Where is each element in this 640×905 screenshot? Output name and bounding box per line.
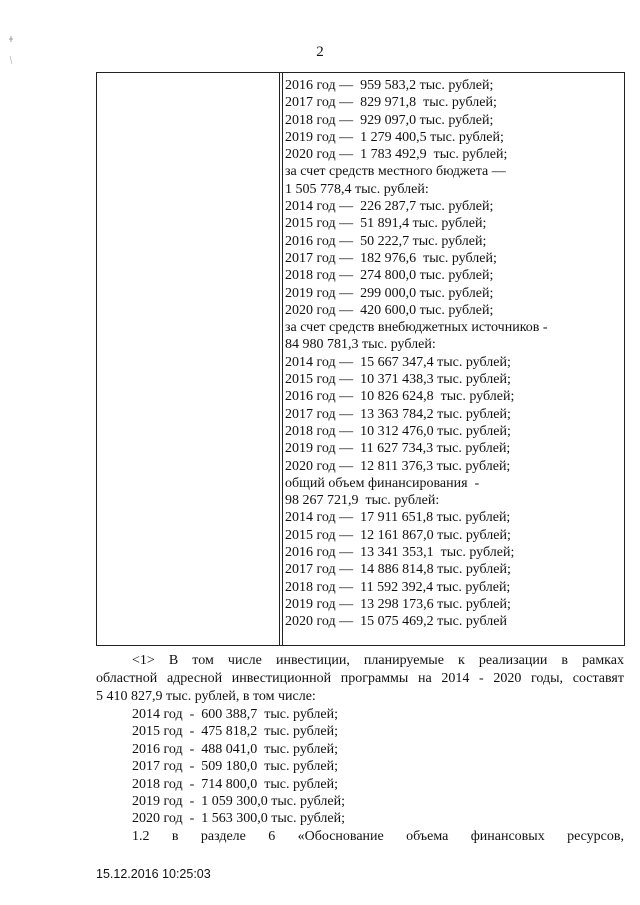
table-line: 2019 год — 13 298 173,6 тыс. рублей; xyxy=(285,596,511,612)
table-line: 2014 год — 15 667 347,4 тыс. рублей; xyxy=(285,354,511,370)
table-line: 2018 год — 11 592 392,4 тыс. рублей; xyxy=(285,579,511,595)
table-line: 2016 год — 13 341 353,1 тыс. рублей; xyxy=(285,545,515,561)
table-line: 2017 год — 13 363 784,2 тыс. рублей; xyxy=(285,406,511,422)
table-line: за счет средств местного бюджета — xyxy=(285,164,506,180)
year-line: 2018 год - 714 800,0 тыс. рублей; xyxy=(132,776,339,792)
table-line: 2017 год — 182 976,6 тыс. рублей; xyxy=(285,250,497,266)
table-line: 2017 год — 14 886 814,8 тыс. рублей; xyxy=(285,562,511,578)
table-line: за счет средств внебюджетных источников - xyxy=(285,320,548,336)
year-line: 2015 год - 475 818,2 тыс. рублей; xyxy=(132,724,339,740)
table-divider xyxy=(279,73,280,645)
table-line: 84 980 781,3 тыс. рублей: xyxy=(285,337,436,353)
table-line: 2020 год — 1 783 492,9 тыс. рублей; xyxy=(285,147,508,163)
table-line: 2015 год — 10 371 438,3 тыс. рублей; xyxy=(285,372,511,388)
table-line: 2016 год — 10 826 624,8 тыс. рублей; xyxy=(285,389,515,405)
financing-table xyxy=(96,72,625,646)
footnote-line: <1> В том числе инвестиции, планируемые к реализации в рамках xyxy=(132,653,624,668)
page-number: 2 xyxy=(316,44,324,60)
footnote-line: областной адресной инвестиционной программы на 2014 - 2020 годы, составят xyxy=(96,671,624,686)
table-line: 2018 год — 274 800,0 тыс. рублей; xyxy=(285,268,494,284)
table-line: 2019 год — 11 627 734,3 тыс. рублей; xyxy=(285,441,511,457)
table-line: 1 505 778,4 тыс. рублей: xyxy=(285,181,429,197)
table-line: 2019 год — 299 000,0 тыс. рублей; xyxy=(285,285,494,301)
table-line: 2017 год — 829 971,8 тыс. рублей; xyxy=(285,95,497,111)
year-line: 2019 год - 1 059 300,0 тыс. рублей; xyxy=(132,794,346,810)
year-line: 2020 год - 1 563 300,0 тыс. рублей; xyxy=(132,811,346,827)
table-line: 2018 год — 929 097,0 тыс. рублей; xyxy=(285,112,494,128)
footnote xyxy=(96,652,624,706)
table-line: 2014 год — 226 287,7 тыс. рублей; xyxy=(285,199,494,215)
investment-year-list xyxy=(132,706,345,828)
table-cell-content xyxy=(285,77,621,631)
table-line: 2014 год — 17 911 651,8 тыс. рублей; xyxy=(285,510,511,526)
item-1-2: 1.2 в разделе 6 «Обоснование объема финансовых ресурсов, xyxy=(132,829,624,844)
print-timestamp: 15.12.2016 10:25:03 xyxy=(96,867,211,881)
table-line: 2016 год — 50 222,7 тыс. рублей; xyxy=(285,233,487,249)
table-line: 2016 год — 959 583,2 тыс. рублей; xyxy=(285,78,494,93)
table-line: 2020 год — 15 075 469,2 тыс. рублей xyxy=(285,614,507,630)
year-line: 2016 год - 488 041,0 тыс. рублей; xyxy=(132,741,339,757)
table-line: 2018 год — 10 312 476,0 тыс. рублей; xyxy=(285,423,511,439)
year-line: 2014 год - 600 388,7 тыс. рублей; xyxy=(132,707,339,722)
year-line: 2017 год - 509 180,0 тыс. рублей; xyxy=(132,759,339,775)
table-line: 2020 год — 12 811 376,3 тыс. рублей; xyxy=(285,458,511,474)
margin-mark-icon xyxy=(8,36,14,66)
table-line: 2015 год — 12 161 867,0 тыс. рублей; xyxy=(285,527,511,543)
table-line: 2015 год — 51 891,4 тыс. рублей; xyxy=(285,216,487,232)
table-line: 2019 год — 1 279 400,5 тыс. рублей; xyxy=(285,129,504,145)
table-divider-inner xyxy=(282,73,283,645)
table-line: 2020 год — 420 600,0 тыс. рублей; xyxy=(285,302,494,318)
table-line: общий объем финансирования - xyxy=(285,475,480,491)
footnote-line: 5 410 827,9 тыс. рублей, в том числе: xyxy=(96,689,316,704)
table-line: 98 267 721,9 тыс. рублей: xyxy=(285,493,440,509)
